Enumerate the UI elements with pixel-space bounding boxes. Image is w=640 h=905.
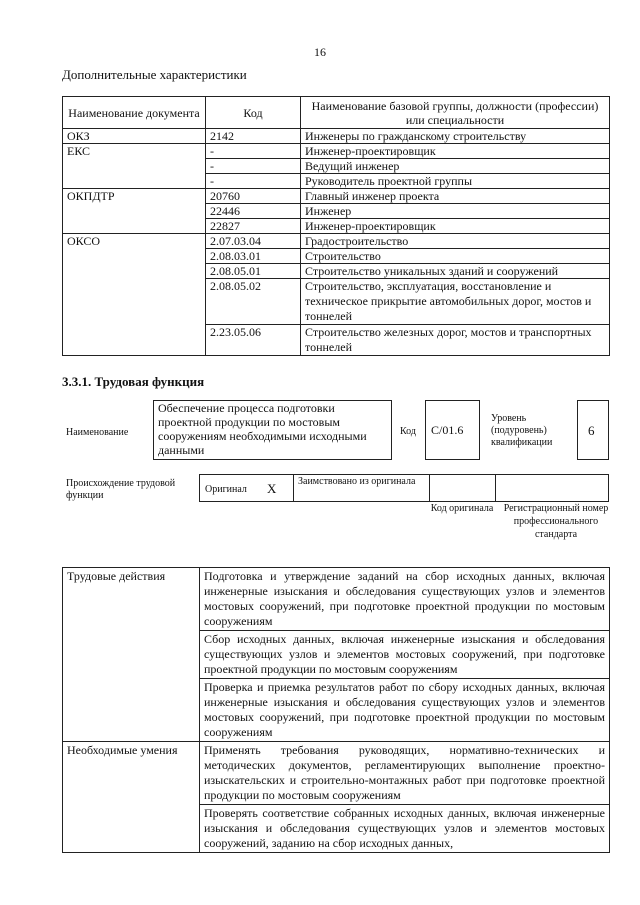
doc-cell bbox=[63, 249, 206, 264]
name-cell: Строительство, эксплуатация, восстановление и техническое прикрытие автомобильных дорог, мостов и тоннелей bbox=[301, 279, 610, 325]
qualification-level-label: Уровень (подуровень) квалификации bbox=[491, 413, 553, 448]
page-number: 16 bbox=[314, 45, 326, 59]
function-code-value: C/01.6 bbox=[425, 400, 480, 460]
table-row bbox=[63, 742, 610, 805]
table-row bbox=[63, 279, 610, 325]
list-item: Проверять соответствие собранных исходных данных, включая инженерные изыскания и обследования существующих узлов и элементов мостовых сооружений, заданию на сбор исходных данных, bbox=[200, 805, 610, 853]
table-row bbox=[63, 189, 610, 204]
code-cell: 2.08.05.02 bbox=[206, 279, 301, 325]
table-row bbox=[63, 325, 610, 356]
doc-cell bbox=[63, 219, 206, 234]
name-cell: Руководитель проектной группы bbox=[301, 174, 610, 189]
registration-caption: Регистрационный номер профессионального стандарта bbox=[503, 503, 609, 540]
function-name-value: Обеспечение процесса подготовки проектной продукции по мостовым сооружениям необходимыми исходными данными bbox=[153, 400, 392, 460]
original-mark: X bbox=[267, 481, 277, 496]
code-cell: 22827 bbox=[206, 219, 301, 234]
list-item: Проверка и приемка результатов работ по сбору исходных данных, включая инженерные изыскания и обследования существующих узлов и элементов мостовых сооружений, при подготовке проектной продукции по мостовым сооружениям bbox=[200, 679, 610, 742]
doc-cell: ОКСО bbox=[63, 234, 206, 249]
code-cell: 22446 bbox=[206, 204, 301, 219]
origin-label: Происхождение трудовой функции bbox=[66, 478, 176, 501]
doc-cell: ЕКС bbox=[63, 144, 206, 159]
doc-cell bbox=[63, 264, 206, 279]
original-label: Оригинал bbox=[205, 484, 247, 495]
doc-cell bbox=[63, 159, 206, 174]
origin-divider bbox=[293, 474, 294, 502]
name-cell: Строительство уникальных зданий и сооружений bbox=[301, 264, 610, 279]
code-cell: 2.23.05.06 bbox=[206, 325, 301, 356]
classification-table bbox=[62, 96, 610, 356]
qualification-level-value: 6 bbox=[577, 400, 609, 460]
code-cell: 2.08.05.01 bbox=[206, 264, 301, 279]
code-cell: - bbox=[206, 144, 301, 159]
table-row bbox=[63, 264, 610, 279]
doc-cell: ОКПДТР bbox=[63, 189, 206, 204]
name-cell: Инженеры по гражданскому строительству bbox=[301, 129, 610, 144]
list-item: Применять требования руководящих, нормативно-технических и методических документов, регламентирующих выполнение проектно-изыскательских и строительно-монтажных работ при подготовке проектной продукции по мостовым сооружениям bbox=[200, 742, 610, 805]
header-code: Код bbox=[206, 97, 301, 129]
table-row bbox=[63, 129, 610, 144]
code-cell: 20760 bbox=[206, 189, 301, 204]
table-row bbox=[63, 568, 610, 631]
doc-cell bbox=[63, 174, 206, 189]
group-label: Необходимые умения bbox=[63, 742, 200, 853]
name-cell: Инженер-проектировщик bbox=[301, 219, 610, 234]
function-details-table bbox=[62, 567, 610, 853]
code-original-caption: Код оригинала bbox=[430, 503, 494, 514]
doc-cell: ОКЗ bbox=[63, 129, 206, 144]
name-cell: Строительство железных дорог, мостов и транспортных тоннелей bbox=[301, 325, 610, 356]
code-cell: 2142 bbox=[206, 129, 301, 144]
name-cell: Инженер-проектировщик bbox=[301, 144, 610, 159]
code-cell: - bbox=[206, 174, 301, 189]
table-row bbox=[63, 159, 610, 174]
table-header-row bbox=[63, 97, 610, 129]
origin-divider bbox=[429, 474, 430, 502]
name-cell: Главный инженер проекта bbox=[301, 189, 610, 204]
table-row bbox=[63, 204, 610, 219]
name-cell: Инженер bbox=[301, 204, 610, 219]
code-cell: - bbox=[206, 159, 301, 174]
group-label: Трудовые действия bbox=[63, 568, 200, 742]
code-cell: 2.07.03.04 bbox=[206, 234, 301, 249]
doc-cell bbox=[63, 279, 206, 325]
function-name-label: Наименование bbox=[66, 427, 129, 438]
name-cell: Ведущий инженер bbox=[301, 159, 610, 174]
code-cell: 2.08.03.01 bbox=[206, 249, 301, 264]
table-row bbox=[63, 234, 610, 249]
function-code-label: Код bbox=[400, 426, 416, 437]
origin-divider bbox=[495, 474, 496, 502]
list-item: Сбор исходных данных, включая инженерные изыскания и обследования существующих узлов и элементов мостовых сооружений, при подготовке проектной продукции по мостовым сооружениям bbox=[200, 631, 610, 679]
table-row bbox=[63, 144, 610, 159]
function-title: 3.3.1. Трудовая функция bbox=[62, 374, 205, 389]
section-heading: Дополнительные характеристики bbox=[62, 67, 247, 82]
borrowed-label: Заимствовано из оригинала bbox=[298, 476, 416, 487]
name-cell: Строительство bbox=[301, 249, 610, 264]
doc-cell bbox=[63, 204, 206, 219]
table-row bbox=[63, 219, 610, 234]
table-row bbox=[63, 249, 610, 264]
name-cell: Градостроительство bbox=[301, 234, 610, 249]
header-document: Наименование документа bbox=[63, 97, 206, 129]
doc-cell bbox=[63, 325, 206, 356]
header-name: Наименование базовой группы, должности (профессии) или специальности bbox=[301, 97, 610, 129]
table-row bbox=[63, 174, 610, 189]
list-item: Подготовка и утверждение заданий на сбор исходных данных, включая инженерные изыскания и обследования существующих узлов и элементов мостовых сооружений, при подготовке проектной продукции по мостовым сооружениям bbox=[200, 568, 610, 631]
